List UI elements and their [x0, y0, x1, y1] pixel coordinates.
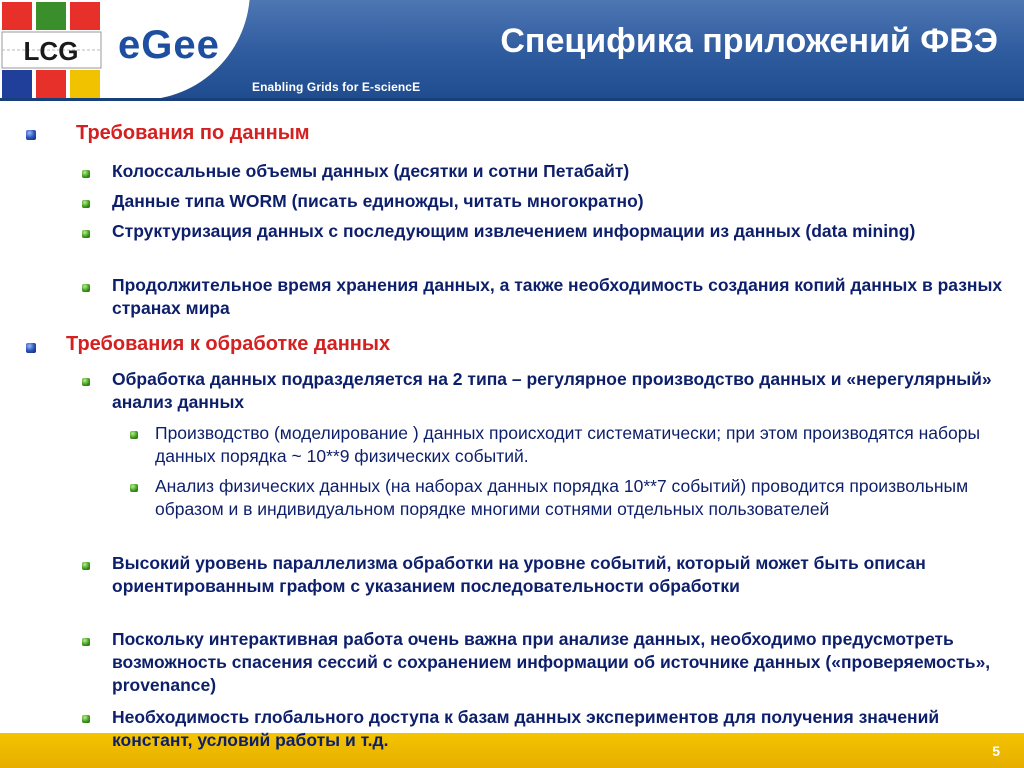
green-bullet-icon: [82, 562, 90, 570]
lcg-logo-text: LCG: [23, 36, 79, 66]
green-bullet-icon: [82, 715, 90, 723]
blue-bullet-icon: [26, 130, 36, 140]
green-bullet-icon: [82, 638, 90, 646]
section-heading-data-requirements: Требования по данным: [76, 122, 310, 144]
list-item: Колоссальные объемы данных (десятки и сотни Петабайт): [112, 161, 630, 181]
list-item: Обработка данных подразделяется на 2 типа – регулярное производство данных и «нерегулярный» анализ данных: [112, 369, 992, 412]
list-item: Данные типа WORM (писать единожды, читать многократно): [112, 191, 644, 211]
egee-logo-text: eGee: [118, 23, 220, 66]
slide-title: Специфика приложений ФВЭ: [500, 22, 998, 60]
green-bullet-icon: [82, 230, 90, 238]
green-bullet-icon: [82, 378, 90, 386]
list-item: Продолжительное время хранения данных, а также необходимость создания копий данных в разных странах мира: [112, 275, 1003, 318]
slide-header: [0, 0, 1024, 100]
tagline: Enabling Grids for E-sciencE: [252, 80, 421, 94]
blue-bullet-icon: [26, 343, 36, 353]
header-divider: [0, 98, 1024, 101]
list-item: Поскольку интерактивная работа очень важна при анализе данных, необходимо предусмотреть возможность спасения сессий с сохранением информации об источнике данных («проверяемость», provenance): [112, 629, 991, 695]
green-bullet-icon: [130, 484, 138, 492]
list-item: Структуризация данных с последующим извлечением информации из данных (data mining): [112, 221, 916, 241]
green-bullet-icon: [130, 431, 138, 439]
sub-list-item: Производство (моделирование ) данных происходит систематически; при этом производятся наборы данных порядка ~ 10**9 физических событий.: [155, 423, 981, 466]
green-bullet-icon: [82, 170, 90, 178]
list-item: Необходимость глобального доступа к базам данных экспериментов для получения значений констант, условий работы и т.д.: [112, 707, 940, 750]
lcg-logo: [0, 0, 103, 100]
egee-logo: [116, 22, 246, 66]
list-item: Высокий уровень параллелизма обработки на уровне событий, который может быть описан ориентированным графом с указанием последовательности обработки: [112, 553, 926, 596]
section-heading-processing-requirements: Требования к обработке данных: [66, 333, 391, 355]
sub-list-item: Анализ физических данных (на наборах данных порядка 10**7 событий) проводится произвольным образом и в индивидуальном порядке многими сотнями отдельных пользователей: [155, 476, 969, 519]
page-number: 5: [992, 743, 1000, 759]
green-bullet-icon: [82, 284, 90, 292]
green-bullet-icon: [82, 200, 90, 208]
